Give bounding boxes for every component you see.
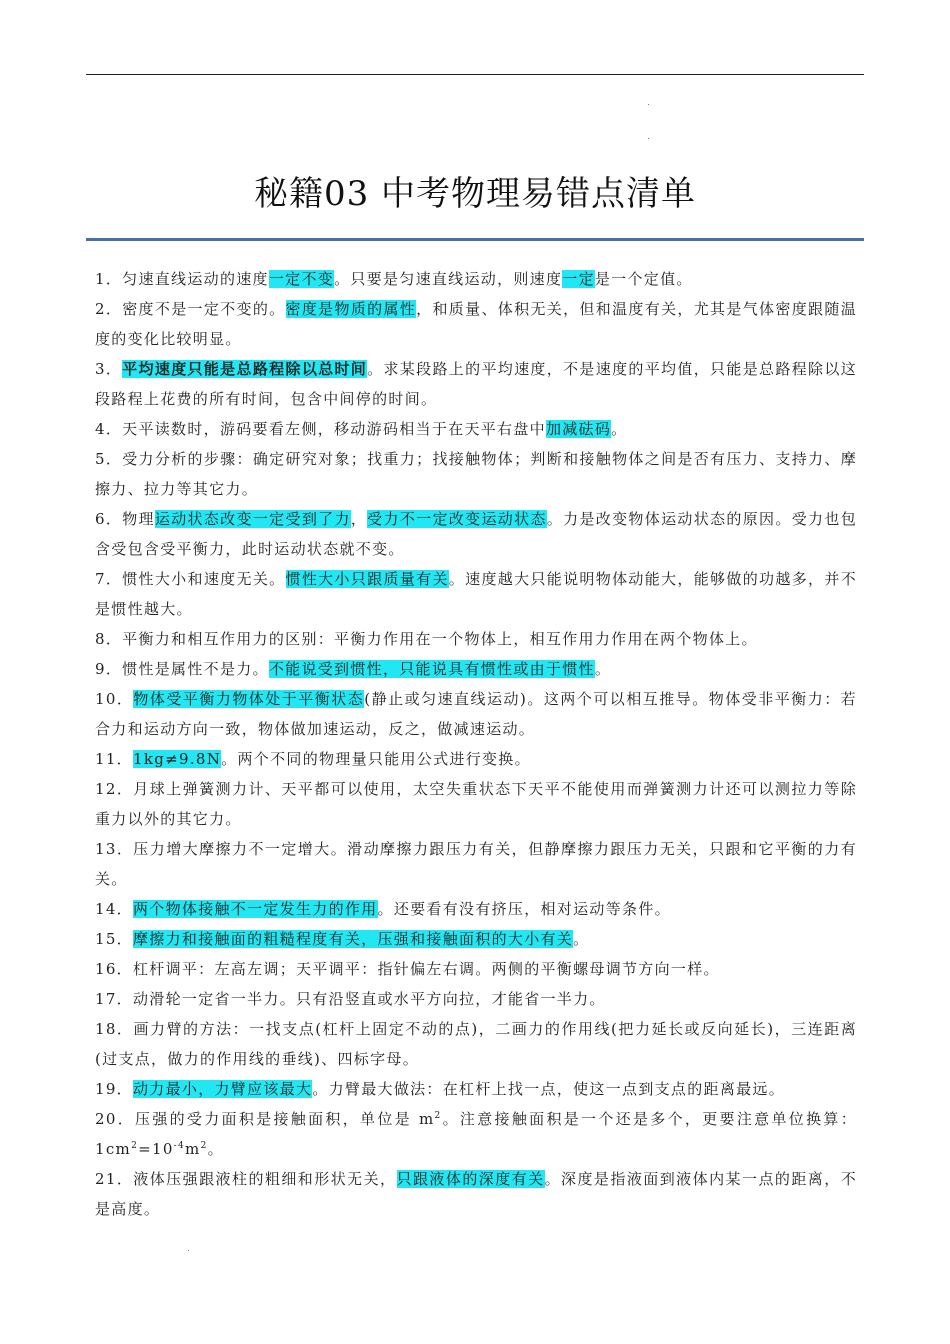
item-text: ， (350, 510, 368, 528)
item-text: 17．动滑轮一定省一半力。只有沿竖直或水平方向拉，才能省一半力。 (95, 990, 606, 1008)
highlighted-text: 平均速度只能是总路程除以总时间 (122, 360, 368, 378)
highlighted-text: 两个物体接触不一定发生力的作用 (133, 900, 378, 918)
item-text: (静止或匀速直线运动)。这两个可以相互推导。物体受非平衡力：若合力和运动方向一致，物体做加速运动，反之，做减速运动。 (95, 690, 857, 738)
list-item (95, 684, 857, 744)
list-item (95, 294, 857, 354)
item-text: 。 (573, 930, 590, 948)
highlighted-text: 动力最小，力臂应该最大 (133, 1080, 313, 1098)
item-text: 6．物理 (95, 510, 155, 528)
title-underline (86, 238, 864, 241)
item-text: 。只要是匀速直线运动，则速度 (334, 270, 563, 288)
highlighted-text: 密度是物质的属性 (285, 300, 417, 318)
item-text: 11． (95, 750, 133, 768)
list-item (95, 774, 857, 834)
list-item (95, 564, 857, 624)
list-item (95, 894, 857, 924)
item-text: 。 (611, 420, 628, 438)
list-item (95, 504, 857, 564)
item-text: 。速度越大只能说明物体动能大，能够做的功越多，并不是惯性越大。 (95, 570, 857, 618)
highlighted-text: 惯性大小只跟质量有关 (285, 570, 449, 588)
item-text: 是一个定值。 (594, 270, 693, 288)
list-item (95, 414, 857, 444)
list-item (95, 654, 857, 684)
item-text: 14． (95, 900, 133, 918)
item-text: ，和质量、体积无关，但和温度有关，尤其是气体密度跟随温度的变化比较明显。 (95, 300, 857, 348)
highlighted-text: 加减砝码 (545, 420, 612, 438)
highlighted-text: 摩擦力和接触面的粗糙程度有关，压强和接触面积的大小有关 (133, 930, 574, 948)
item-text: 8．平衡力和相互作用力的区别：平衡力作用在一个物体上，相互作用力作用在两个物体上。 (95, 630, 758, 648)
highlighted-text: 物体受平衡力物体处于平衡状态 (133, 690, 365, 708)
item-text: 。力是改变物体运动状态的原因。受力也包含受包含受平衡力，此时运动状态就不变。 (95, 510, 857, 558)
item-text: =10 (138, 1140, 174, 1158)
item-text: 4．天平读数时，游码要看左侧，移动游码相当于在天平右盘中 (95, 420, 546, 438)
item-text: 13．压力增大摩擦力不一定增大。滑动摩擦力跟压力有关，但静摩擦力跟压力无关，只跟和它平衡的力有关。 (95, 840, 857, 888)
item-text: 3． (95, 360, 123, 378)
item-text: 1．匀速直线运动的速度 (95, 270, 269, 288)
list-item (95, 264, 857, 294)
list-item (95, 444, 857, 504)
highlighted-text: 一定 (562, 270, 595, 288)
item-text: 9．惯性是属性不是力。 (95, 660, 269, 678)
item-text: 18．画力臂的方法：一找支点(杠杆上固定不动的点)，二画力的作用线(把力延长或反向延长)，三连距离(过支点，做力的作用线的垂线)、四标字母。 (95, 1020, 857, 1068)
item-text: 。 (207, 1140, 224, 1158)
item-text: 2．密度不是一定不变的。 (95, 300, 286, 318)
highlighted-text: 受力不一定改变运动状态 (367, 510, 547, 528)
page-mark (188, 1250, 189, 1251)
item-text: 。注意接触面积是一个还是多个，更要注意单位换算：1cm (95, 1110, 857, 1158)
error-point-list (95, 264, 857, 1224)
item-text: 。力臂最大做法：在杠杆上找一点，使这一点到支点的距离最远。 (312, 1080, 786, 1098)
header-rule (86, 74, 864, 75)
item-text: 。求某段路上的平均速度，不是速度的平均值，只能是总路程除以这段路程上花费的所有时间，包含中间停的时间。 (95, 360, 857, 408)
highlighted-text: 只跟液体的深度有关 (396, 1170, 545, 1188)
item-text: 20．压强的受力面积是接触面积，单位是 m (95, 1110, 435, 1128)
list-item (95, 744, 857, 774)
superscript: 2 (200, 1141, 208, 1151)
highlighted-text: 1kg≠9.8N (133, 750, 222, 768)
list-item (95, 834, 857, 894)
list-item (95, 1074, 857, 1104)
list-item (95, 1104, 857, 1164)
item-text: 21．液体压强跟液柱的粗细和形状无关， (95, 1170, 397, 1188)
highlighted-text: 不能说受到惯性，只能说具有惯性或由于惯性 (268, 660, 595, 678)
item-text: 。两个不同的物理量只能用公式进行变换。 (221, 750, 531, 768)
item-text: 19． (95, 1080, 133, 1098)
item-text: 。还要看有没有挤压，相对运动等条件。 (377, 900, 671, 918)
item-text: 12．月球上弹簧测力计、天平都可以使用，太空失重状态下天平不能使用而弹簧测力计还可以测拉力等除重力以外的其它力。 (95, 780, 857, 828)
item-text: m (185, 1140, 201, 1158)
highlighted-text: 运动状态改变一定受到了力 (154, 510, 351, 528)
list-item (95, 624, 857, 654)
list-item (95, 354, 857, 414)
item-text: 7．惯性大小和速度无关。 (95, 570, 286, 588)
page-mark (648, 138, 649, 139)
page-title: 秘籍03 中考物理易错点清单 (253, 173, 697, 214)
item-text: 10． (95, 690, 134, 708)
item-text: 。深度是指液面到液体内某一点的距离，不是高度。 (95, 1170, 857, 1218)
item-text: 15． (95, 930, 133, 948)
list-item (95, 954, 857, 984)
superscript: 2 (131, 1141, 139, 1151)
page-mark (648, 104, 649, 105)
item-text: 。 (594, 660, 612, 678)
list-item (95, 1164, 857, 1224)
superscript: 2 (434, 1111, 442, 1121)
item-text: 5．受力分析的步骤：确定研究对象；找重力；找接触物体；判断和接触物体之间是否有压力、支持力、摩擦力、拉力等其它力。 (95, 450, 857, 498)
list-item (95, 924, 857, 954)
item-text: 16．杠杆调平：左高左调；天平调平：指针偏左右调。两侧的平衡螺母调节方向一样。 (95, 960, 720, 978)
list-item (95, 1014, 857, 1074)
highlighted-text: 一定不变 (268, 270, 335, 288)
list-item (95, 984, 857, 1014)
superscript: -4 (173, 1141, 186, 1151)
